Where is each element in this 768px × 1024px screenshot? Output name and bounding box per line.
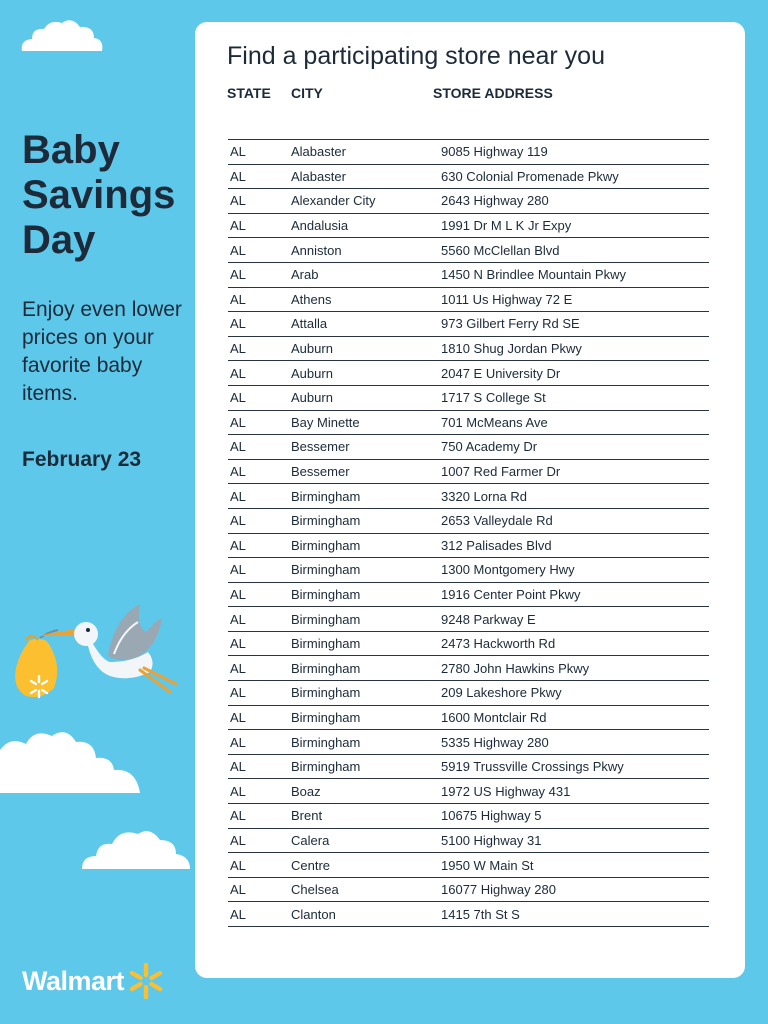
store-state: AL — [228, 631, 289, 656]
store-address: 16077 Highway 280 — [435, 877, 709, 902]
store-address: 1007 Red Farmer Dr — [435, 459, 709, 484]
store-table — [228, 139, 709, 927]
store-address: 1011 Us Highway 72 E — [435, 287, 709, 312]
spark-icon — [128, 962, 164, 1000]
store-address: 1717 S College St — [435, 385, 709, 410]
store-address: 973 Gilbert Ferry Rd SE — [435, 312, 709, 337]
store-city: Boaz — [289, 779, 435, 804]
store-address: 9085 Highway 119 — [435, 140, 709, 165]
promo-sidebar — [0, 0, 195, 1024]
store-state: AL — [228, 902, 289, 927]
store-state: AL — [228, 681, 289, 706]
store-city: Birmingham — [289, 631, 435, 656]
table-row — [228, 189, 709, 214]
cloud-icon — [80, 826, 192, 870]
table-row — [228, 582, 709, 607]
store-state: AL — [228, 607, 289, 632]
store-city: Birmingham — [289, 533, 435, 558]
table-row — [228, 140, 709, 165]
store-city: Anniston — [289, 238, 435, 263]
store-address: 1810 Shug Jordan Pkwy — [435, 336, 709, 361]
store-city: Birmingham — [289, 582, 435, 607]
store-address: 1916 Center Point Pkwy — [435, 582, 709, 607]
table-row — [228, 164, 709, 189]
store-state: AL — [228, 508, 289, 533]
table-row — [228, 508, 709, 533]
store-city: Centre — [289, 853, 435, 878]
table-row — [228, 385, 709, 410]
store-address: 1950 W Main St — [435, 853, 709, 878]
table-row — [228, 213, 709, 238]
store-city: Birmingham — [289, 730, 435, 755]
store-state: AL — [228, 213, 289, 238]
store-address: 750 Academy Dr — [435, 435, 709, 460]
store-city: Bessemer — [289, 435, 435, 460]
store-state: AL — [228, 582, 289, 607]
store-city: Attalla — [289, 312, 435, 337]
table-row — [228, 804, 709, 829]
store-address: 3320 Lorna Rd — [435, 484, 709, 509]
store-state: AL — [228, 361, 289, 386]
store-city: Auburn — [289, 361, 435, 386]
store-address: 10675 Highway 5 — [435, 804, 709, 829]
store-address: 5560 McClellan Blvd — [435, 238, 709, 263]
brand-wordmark: Walmart — [22, 965, 125, 996]
store-state: AL — [228, 656, 289, 681]
table-row — [228, 705, 709, 730]
store-address: 2047 E University Dr — [435, 361, 709, 386]
store-city: Andalusia — [289, 213, 435, 238]
store-state: AL — [228, 164, 289, 189]
store-list-panel — [195, 22, 745, 978]
store-address: 2780 John Hawkins Pkwy — [435, 656, 709, 681]
cloud-icon — [0, 730, 142, 794]
store-city: Bessemer — [289, 459, 435, 484]
store-state: AL — [228, 754, 289, 779]
cloud-icon — [18, 18, 104, 52]
store-state: AL — [228, 262, 289, 287]
table-row — [228, 410, 709, 435]
store-city: Alexander City — [289, 189, 435, 214]
column-header-state: STATE — [227, 85, 271, 101]
store-city: Birmingham — [289, 754, 435, 779]
table-row — [228, 533, 709, 558]
stork-icon — [10, 596, 180, 708]
store-address: 2473 Hackworth Rd — [435, 631, 709, 656]
store-state: AL — [228, 779, 289, 804]
store-city: Auburn — [289, 385, 435, 410]
store-city: Birmingham — [289, 484, 435, 509]
table-row — [228, 631, 709, 656]
store-state: AL — [228, 336, 289, 361]
table-row — [228, 730, 709, 755]
store-city: Birmingham — [289, 705, 435, 730]
store-state: AL — [228, 238, 289, 263]
store-city: Birmingham — [289, 607, 435, 632]
store-state: AL — [228, 877, 289, 902]
table-row — [228, 853, 709, 878]
store-address: 2643 Highway 280 — [435, 189, 709, 214]
store-state: AL — [228, 730, 289, 755]
table-row — [228, 361, 709, 386]
table-row — [228, 607, 709, 632]
store-state: AL — [228, 287, 289, 312]
store-address: 1991 Dr M L K Jr Expy — [435, 213, 709, 238]
store-address: 1600 Montclair Rd — [435, 705, 709, 730]
store-state: AL — [228, 828, 289, 853]
panel-title: Find a participating store near you — [227, 42, 605, 70]
table-row — [228, 558, 709, 583]
store-address: 701 McMeans Ave — [435, 410, 709, 435]
store-state: AL — [228, 533, 289, 558]
store-city: Alabaster — [289, 140, 435, 165]
store-city: Alabaster — [289, 164, 435, 189]
store-address: 1415 7th St S — [435, 902, 709, 927]
store-state: AL — [228, 484, 289, 509]
store-address: 1972 US Highway 431 — [435, 779, 709, 804]
store-address: 312 Palisades Blvd — [435, 533, 709, 558]
store-city: Clanton — [289, 902, 435, 927]
store-state: AL — [228, 459, 289, 484]
table-row — [228, 902, 709, 927]
table-row — [228, 779, 709, 804]
table-row — [228, 336, 709, 361]
headline: Baby Savings Day — [22, 128, 176, 262]
store-city: Chelsea — [289, 877, 435, 902]
table-row — [228, 262, 709, 287]
table-row — [228, 754, 709, 779]
store-state: AL — [228, 410, 289, 435]
store-state: AL — [228, 312, 289, 337]
walmart-logo — [22, 962, 164, 1000]
table-row — [228, 312, 709, 337]
store-state: AL — [228, 804, 289, 829]
store-city: Calera — [289, 828, 435, 853]
store-address: 5335 Highway 280 — [435, 730, 709, 755]
store-city: Birmingham — [289, 681, 435, 706]
store-state: AL — [228, 705, 289, 730]
store-city: Birmingham — [289, 656, 435, 681]
store-state: AL — [228, 853, 289, 878]
store-address: 209 Lakeshore Pkwy — [435, 681, 709, 706]
store-state: AL — [228, 435, 289, 460]
store-city: Auburn — [289, 336, 435, 361]
column-header-address: STORE ADDRESS — [433, 85, 553, 101]
store-address: 2653 Valleydale Rd — [435, 508, 709, 533]
store-address: 1300 Montgomery Hwy — [435, 558, 709, 583]
table-row — [228, 238, 709, 263]
store-address: 630 Colonial Promenade Pkwy — [435, 164, 709, 189]
tagline: Enjoy even lower prices on your favorite baby items. — [22, 298, 182, 405]
store-city: Athens — [289, 287, 435, 312]
store-city: Brent — [289, 804, 435, 829]
table-row — [228, 828, 709, 853]
store-address: 5919 Trussville Crossings Pkwy — [435, 754, 709, 779]
table-row — [228, 435, 709, 460]
store-address: 1450 N Brindlee Mountain Pkwy — [435, 262, 709, 287]
store-city: Arab — [289, 262, 435, 287]
store-city: Birmingham — [289, 558, 435, 583]
table-row — [228, 287, 709, 312]
store-state: AL — [228, 385, 289, 410]
table-row — [228, 656, 709, 681]
store-address: 5100 Highway 31 — [435, 828, 709, 853]
store-address: 9248 Parkway E — [435, 607, 709, 632]
event-date: February 23 — [22, 448, 142, 471]
table-row — [228, 877, 709, 902]
store-state: AL — [228, 558, 289, 583]
column-header-city: CITY — [291, 85, 323, 101]
table-row — [228, 681, 709, 706]
table-row — [228, 484, 709, 509]
store-city: Birmingham — [289, 508, 435, 533]
table-row — [228, 459, 709, 484]
store-state: AL — [228, 189, 289, 214]
store-city: Bay Minette — [289, 410, 435, 435]
store-state: AL — [228, 140, 289, 165]
